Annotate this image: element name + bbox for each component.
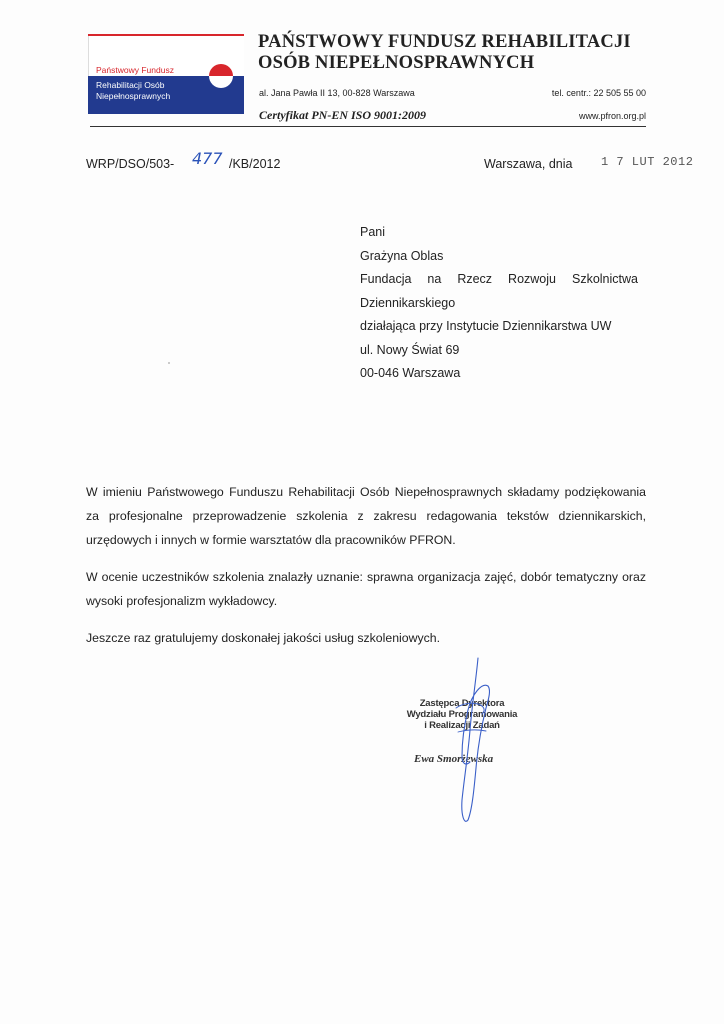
- signatory-role-line1: Zastępca Dyrektora: [419, 698, 505, 709]
- logo-text-line2: Rehabilitacji Osób Niepełnosprawnych: [96, 80, 171, 101]
- organization-address: al. Jana Pawła II 13, 00-828 Warszawa: [259, 88, 415, 98]
- organization-website: www.pfron.org.pl: [578, 111, 646, 121]
- reference-prefix: WRP/DSO/503-: [86, 157, 175, 171]
- recipient-org-line2: Dziennikarskiego: [360, 295, 456, 310]
- logo-text-line1: Państwowy Fundusz: [96, 65, 174, 75]
- organization-title: [258, 32, 631, 74]
- recipient-city: 00-046 Warszawa: [360, 366, 461, 380]
- body-paragraph-1: W imieniu Państwowego Funduszu Rehabilitacji Osób Niepełnosprawnych składamy podziękowania za profesjonalne przeprowadzenie szkolenia z zakresu redagowania tekstów dziennikarskich, urzędowych i innych w formie warsztatów dla pracowników PFRON.: [86, 485, 646, 547]
- signature-block: [392, 690, 542, 840]
- letter-body: [86, 480, 646, 663]
- body-paragraph-3: Jeszcze raz gratulujemy doskonałej jakości usług szkoleniowych.: [86, 631, 441, 645]
- scan-speck: [168, 362, 170, 364]
- reference-suffix: /KB/2012: [229, 157, 281, 171]
- header-divider: [90, 126, 646, 127]
- signatory-name: Ewa Smorżewska: [414, 753, 494, 765]
- iso-certificate: Certyfikat PN-EN ISO 9001:2009: [259, 108, 426, 122]
- recipient-name: Grażyna Oblas: [360, 248, 444, 263]
- recipient-street: ul. Nowy Świat 69: [360, 342, 460, 357]
- body-paragraph-2: W ocenie uczestników szkolenia znalazły uznanie: sprawna organizacja zajęć, dobór tematyczny oraz wysoki profesjonalizm wykładowcy.: [86, 570, 646, 608]
- place-label: Warszawa, dnia: [484, 157, 573, 171]
- logo-circle-icon: [208, 59, 234, 93]
- signatory-role-line2: Wydziału Programowania: [406, 709, 518, 720]
- signatory-role-line3: i Realizacji Zadań: [424, 720, 500, 731]
- recipient-org-line1: Fundacja na Rzecz Rozwoju Szkolnictwa: [360, 272, 638, 286]
- handwritten-signature-icon: [392, 650, 542, 850]
- date-stamp: 1 7 LUT 2012: [601, 155, 694, 169]
- recipient-org-line3: działająca przy Instytucie Dziennikarstwa UW: [360, 319, 612, 333]
- organization-title-line2: OSÓB NIEPEŁNOSPRAWNYCH: [258, 53, 535, 73]
- pfron-logo: [88, 34, 244, 114]
- reference-handwritten-number: 477: [192, 149, 223, 168]
- recipient-salutation: Pani: [360, 225, 386, 239]
- organization-title-line1: PAŃSTWOWY FUNDUSZ REHABILITACJI: [258, 32, 631, 52]
- organization-phone: tel. centr.: 22 505 55 00: [551, 88, 646, 98]
- recipient-block: [360, 221, 638, 386]
